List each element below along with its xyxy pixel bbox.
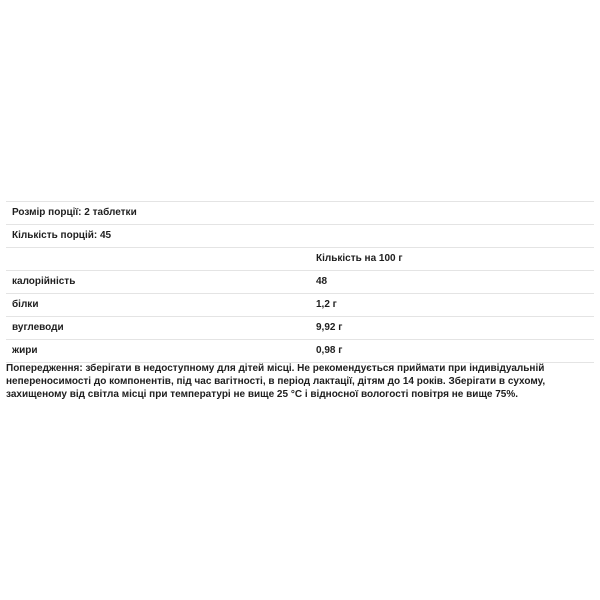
table-row bbox=[6, 340, 594, 363]
table-row bbox=[6, 294, 594, 317]
header-empty-cell bbox=[6, 248, 310, 271]
nutrition-table bbox=[6, 201, 594, 363]
warning-text: Попередження: зберігати в недоступному для дітей місці. Не рекомендується приймати при індивідуальній непереносимості до компонентів, під час вагітності, в період лактації, дітям до 14 років. Зберігати в сухому, захищеному від світла місці при температурі не вище 25 °С і відносної вологості повітря не вище 75%. bbox=[6, 363, 546, 400]
amount-per-100g-header: Кількість на 100 г bbox=[310, 248, 594, 271]
nutrient-value: 48 bbox=[310, 271, 594, 294]
table-header-row bbox=[6, 248, 594, 271]
serving-size: Розмір порції: 2 таблетки bbox=[6, 202, 594, 225]
nutrient-name: білки bbox=[6, 294, 310, 317]
nutrient-value: 0,98 г bbox=[310, 340, 594, 363]
nutrient-name: калорійність bbox=[6, 271, 310, 294]
serving-size-row bbox=[6, 202, 594, 225]
table-row bbox=[6, 271, 594, 294]
serving-count-row bbox=[6, 225, 594, 248]
table-row bbox=[6, 317, 594, 340]
nutrient-value: 9,92 г bbox=[310, 317, 594, 340]
nutrient-name: вуглеводи bbox=[6, 317, 310, 340]
nutrient-value: 1,2 г bbox=[310, 294, 594, 317]
serving-count: Кількість порцій: 45 bbox=[6, 225, 594, 248]
nutrient-name: жири bbox=[6, 340, 310, 363]
